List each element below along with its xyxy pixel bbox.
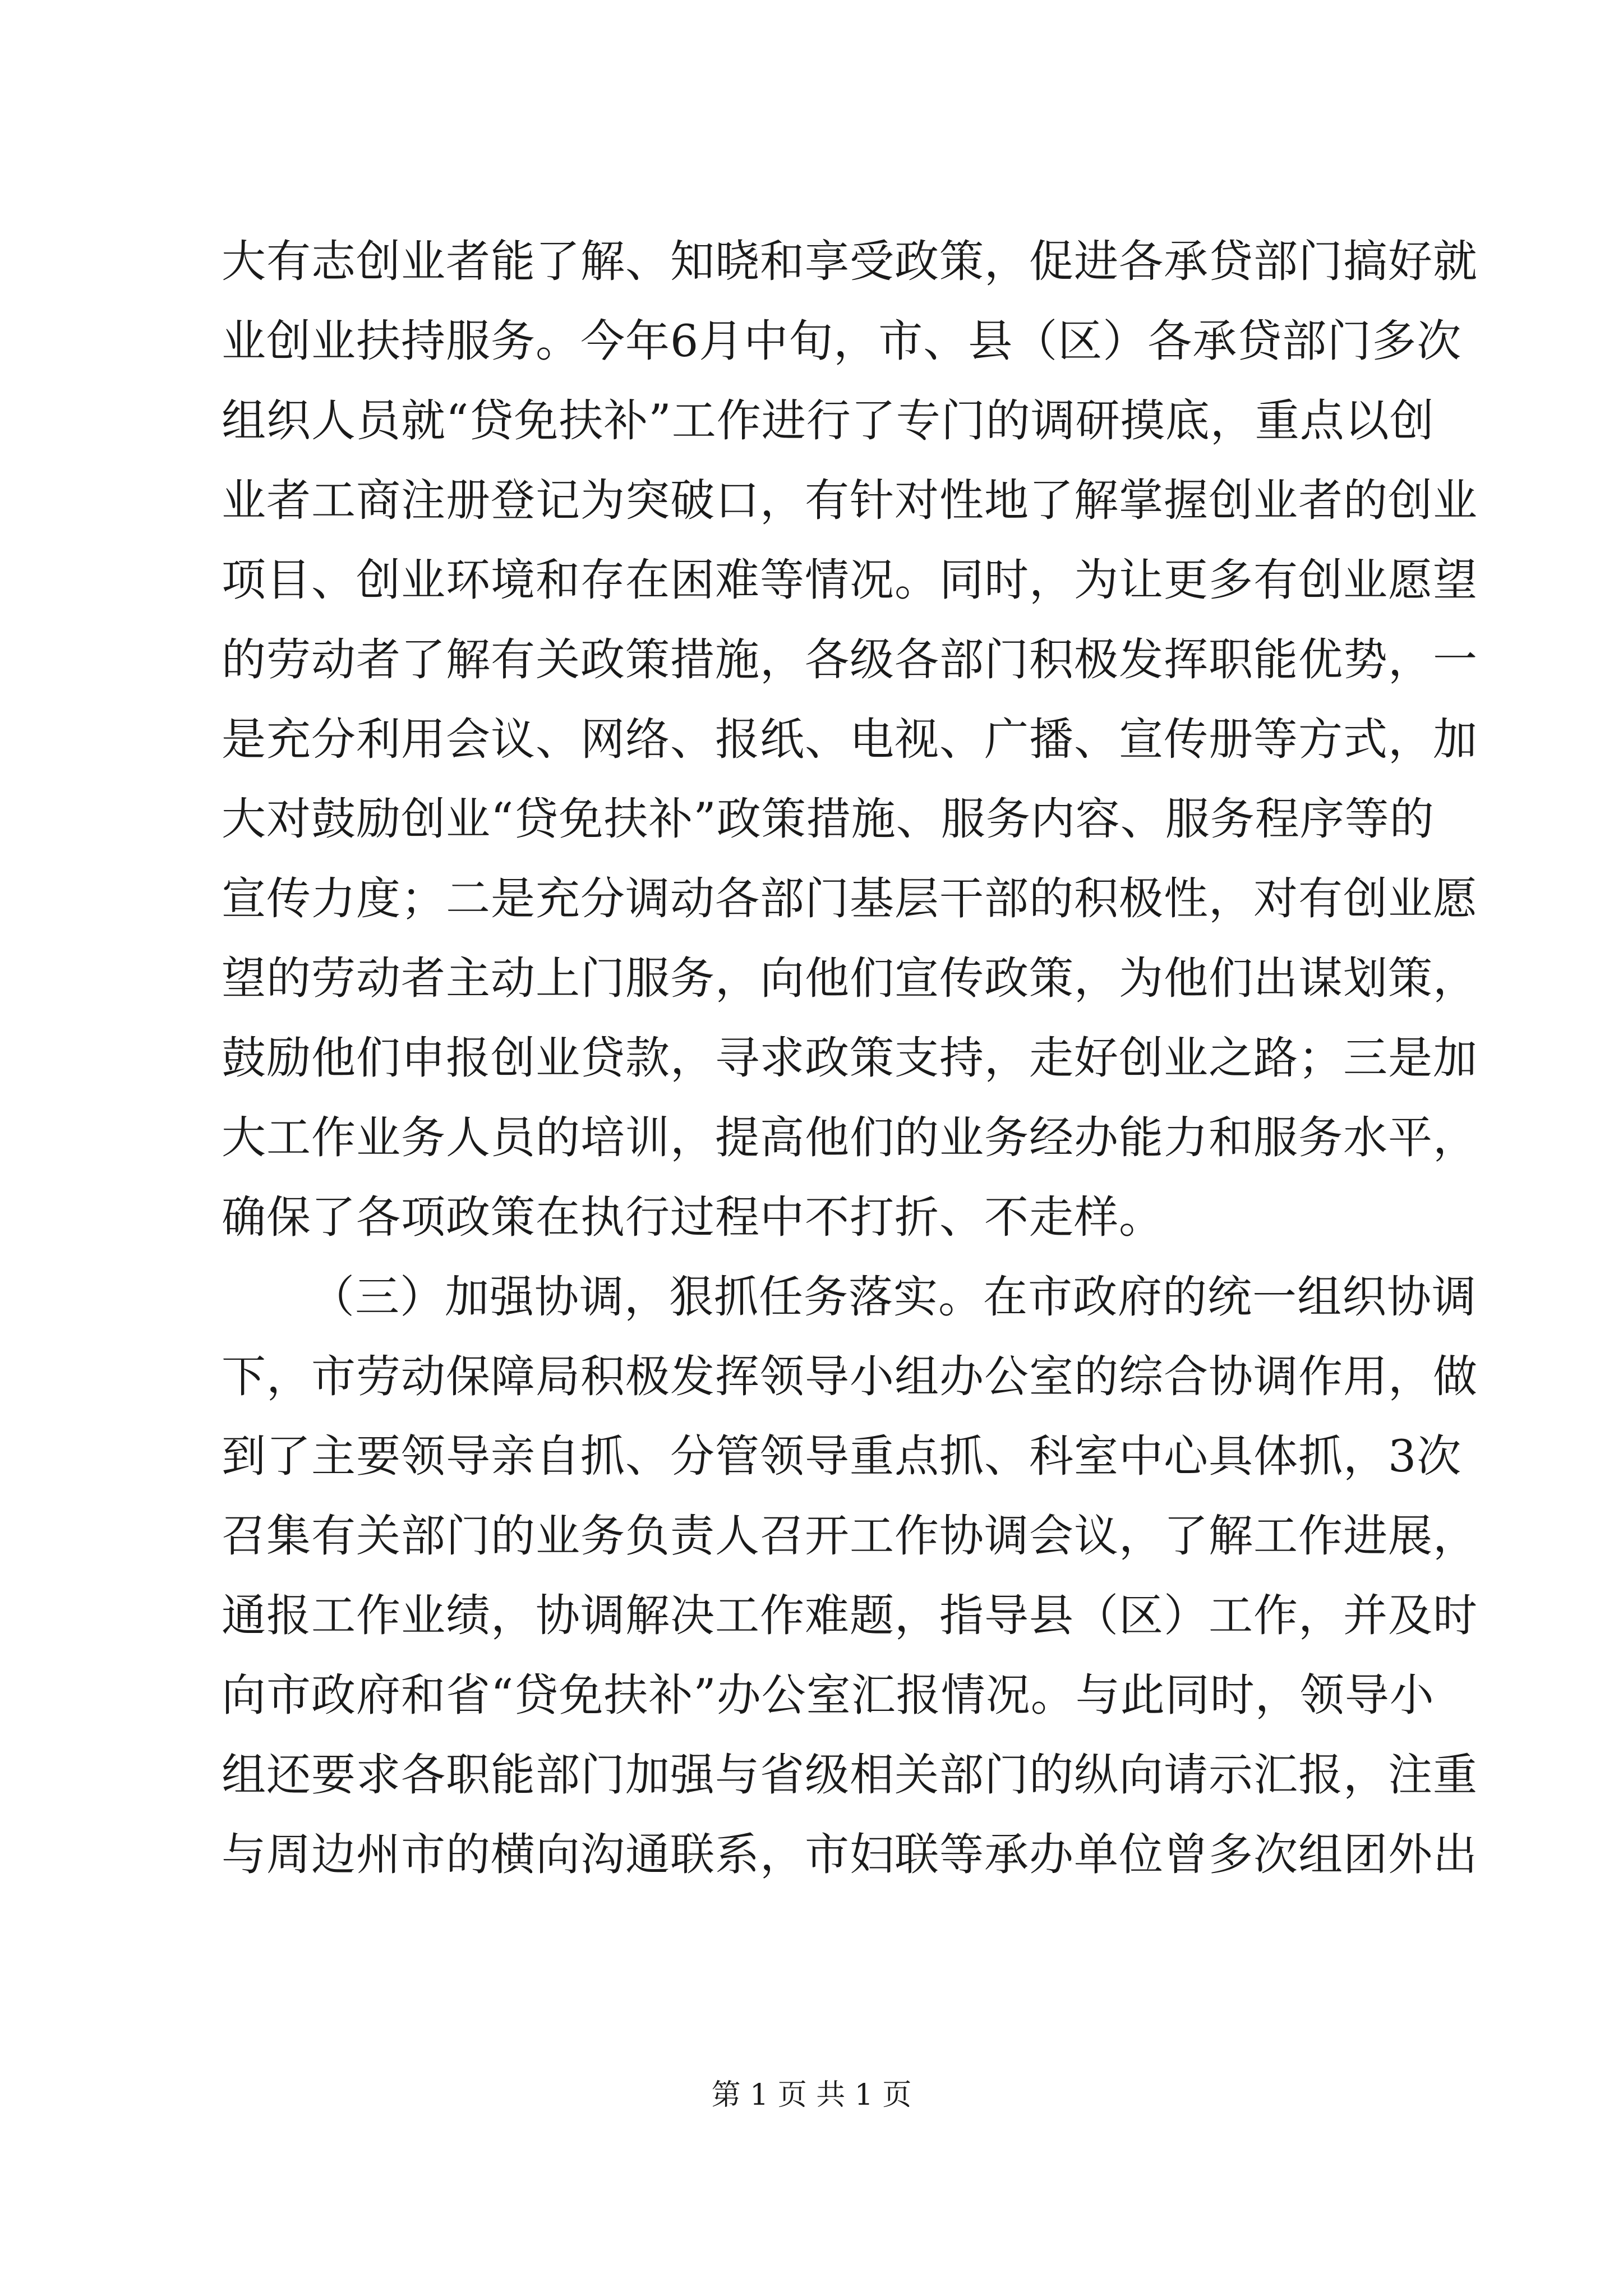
text-line: 召集有关部门的业务负责人召开工作协调会议，了解工作进展， (222, 1510, 1478, 1562)
text-line: 确保了各项政策在执行过程中不打折、不走样。 (222, 1191, 1164, 1243)
text-line: 向市政府和省“贷免扶补”办公室汇报情况。与此同时，领导小 (222, 1669, 1435, 1721)
text-line: 到了主要领导亲自抓、分管领导重点抓、科室中心具体抓，3次 (222, 1430, 1462, 1482)
text-line: 项目、创业环境和存在困难等情况。同时，为让更多有创业愿望 (222, 554, 1478, 606)
text-line: 大工作业务人员的培训，提高他们的业务经办能力和服务水平， (222, 1112, 1478, 1163)
text-line: 的劳动者了解有关政策措施，各级各部门积极发挥职能优势，一 (222, 634, 1478, 685)
text-line: 业创业扶持服务。今年6月中旬，市、县（区）各承贷部门多次 (222, 315, 1462, 367)
body-text (222, 222, 1478, 1894)
text-line: 通报工作业绩，协调解决工作难题，指导县（区）工作，并及时 (222, 1590, 1478, 1641)
text-line: 鼓励他们申报创业贷款，寻求政策支持，走好创业之路；三是加 (222, 1032, 1478, 1084)
text-line: 组还要求各职能部门加强与省级相关部门的纵向请示汇报，注重 (222, 1749, 1478, 1801)
text-line: 下，市劳动保障局积极发挥领导小组办公室的综合协调作用，做 (222, 1351, 1478, 1402)
text-line: 宣传力度；二是充分调动各部门基层干部的积极性，对有创业愿 (222, 873, 1478, 924)
section-heading-line: （三）加强协调，狠抓任务落实。在市政府的统一组织协调 (310, 1271, 1477, 1323)
text-line: 大有志创业者能了解、知晓和享受政策，促进各承贷部门搞好就 (222, 236, 1478, 287)
text-line: 业者工商注册登记为突破口，有针对性地了解掌握创业者的创业 (222, 475, 1478, 526)
page-footer (0, 2076, 1623, 2115)
text-line: 大对鼓励创业“贷免扶补”政策措施、服务内容、服务程序等的 (222, 793, 1435, 845)
text-line: 望的劳动者主动上门服务，向他们宣传政策，为他们出谋划策， (222, 953, 1478, 1004)
text-line: 与周边州市的横向沟通联系，市妇联等承办单位曾多次组团外出 (222, 1829, 1478, 1880)
text-line: 是充分利用会议、网络、报纸、电视、广播、宣传册等方式，加 (222, 714, 1478, 765)
page-number-label: 第 1 页 共 1 页 (711, 2078, 912, 2112)
text-line: 组织人员就“贷免扶补”工作进行了专门的调研摸底，重点以创 (222, 395, 1435, 447)
